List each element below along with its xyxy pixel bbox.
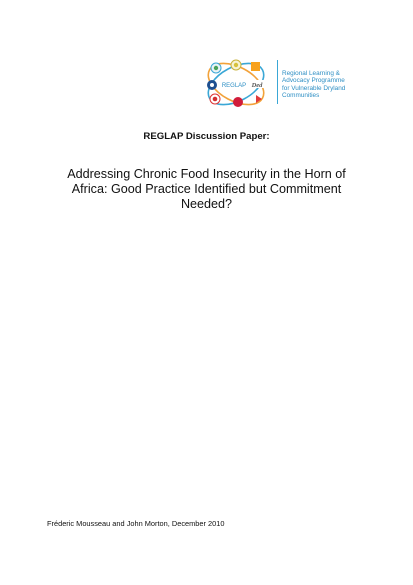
logo-wordmark: REGLAP [221,83,247,89]
logo-tagline-line: Advocacy Programme [282,77,345,85]
reglap-logo [198,54,358,114]
svg-text:·: · [256,106,258,110]
logo-tagline-line: Regional Learning & [282,70,340,77]
logo-divider [277,60,278,104]
paper-title-line: Needed? [180,197,233,211]
reglap-emblem-icon [198,54,278,114]
logo-tagline [282,70,362,100]
logo-tagline-line: for Vulnerable Dryland [282,84,346,92]
paper-title-line: Addressing Chronic Food Insecurity in the Horn of [67,167,346,181]
paper-title [54,167,359,212]
paper-kicker: REGLAP Discussion Paper: [143,131,270,142]
authors-date: Fréderic Mousseau and John Morton, December 2010 [47,519,225,528]
paper-title-line: Africa: Good Practice Identified but Commitment [71,182,342,196]
svg-text:Ded: Ded [251,82,263,89]
logo-tagline-line: Communities [282,92,320,100]
